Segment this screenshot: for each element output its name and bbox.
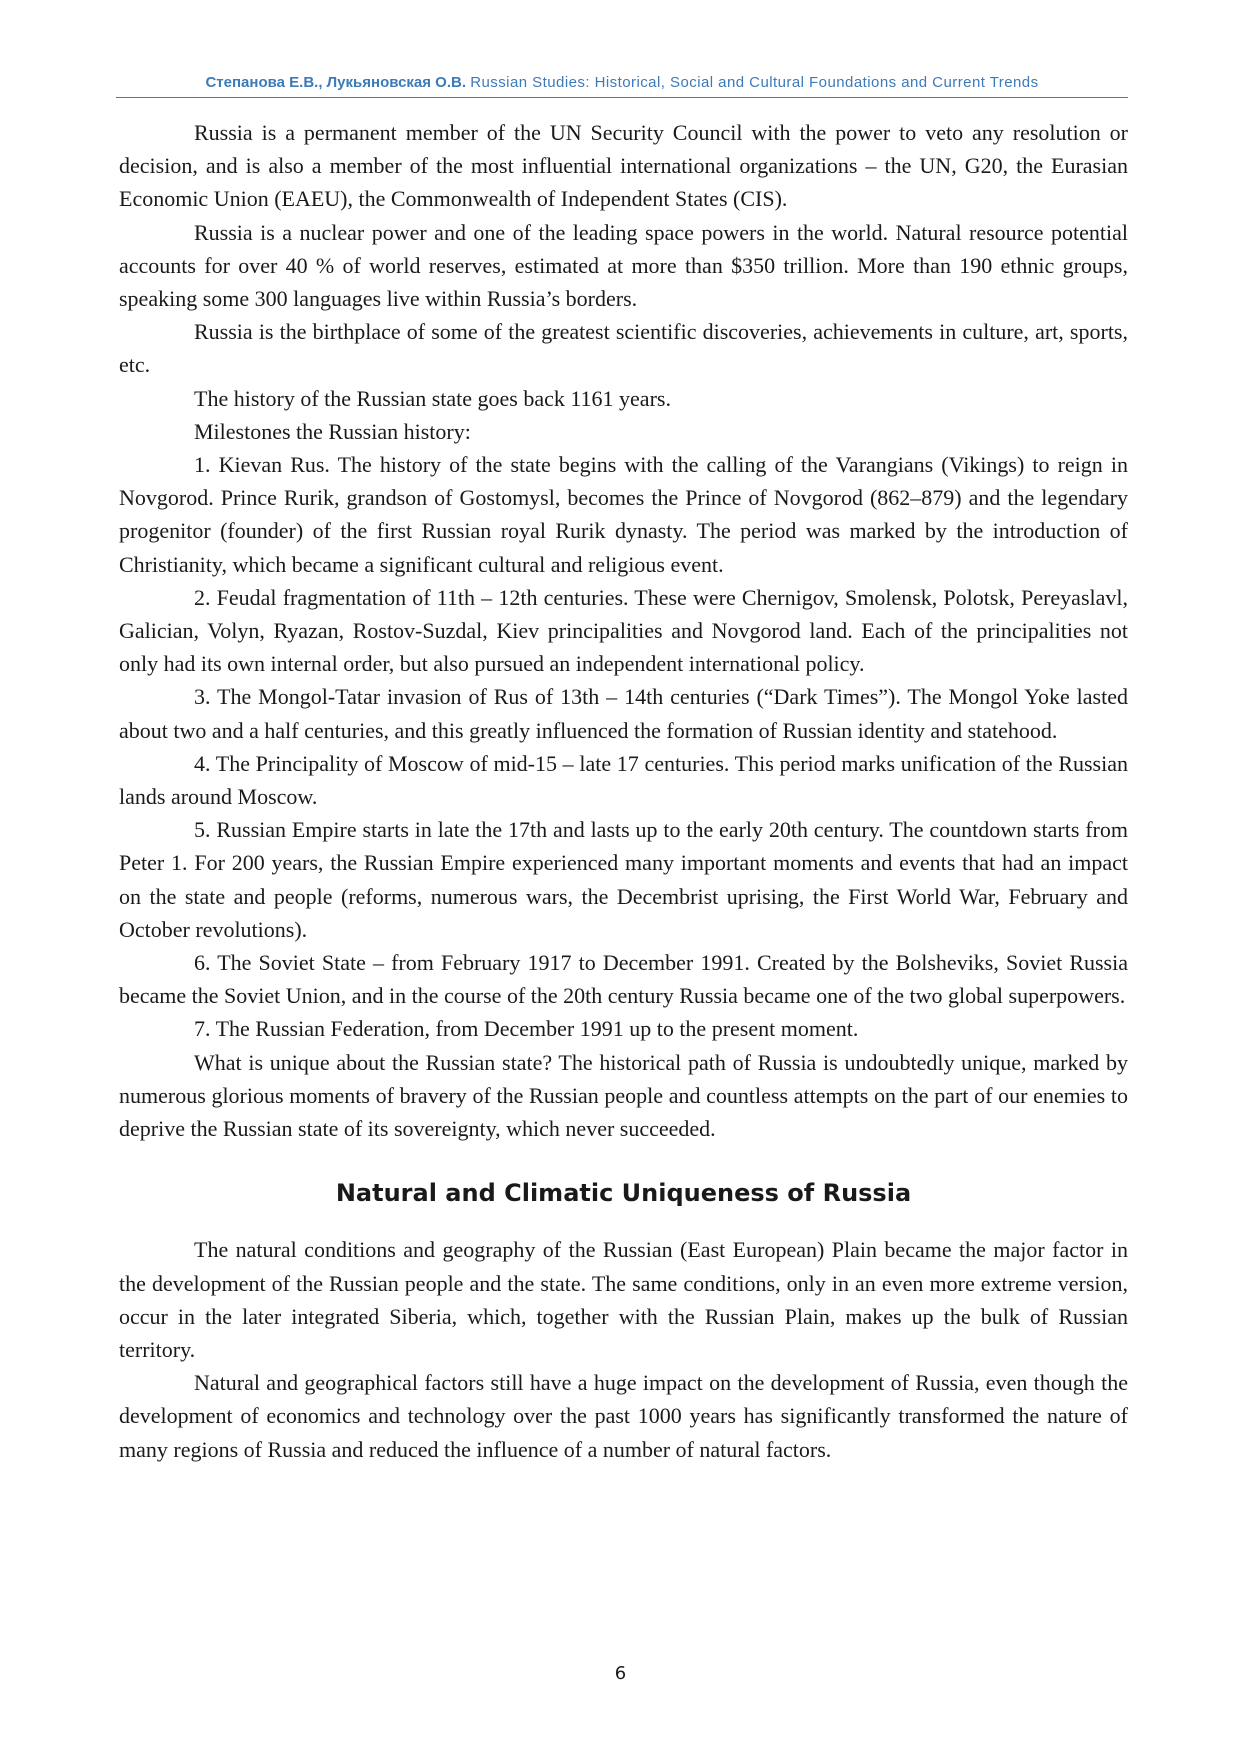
paragraph-birthplace: Russia is the birthplace of some of the greatest scientific discoveries, achievements in culture, art, sports, etc. bbox=[119, 319, 1128, 378]
page-number: 6 bbox=[614, 1663, 627, 1684]
milestone-soviet-state: 6. The Soviet State – from February 1917 to December 1991. Created by the Bolsheviks, Soviet Russia became the Soviet Union, and in the course of the 20th century Russia became one of the two global superpowers. bbox=[119, 950, 1128, 1009]
paragraph-uniqueness: What is unique about the Russian state? The historical path of Russia is undoubtedly unique, marked by numerous glorious moments of bravery of the Russian people and countless attempts on the part of our enemies to deprive the Russian state of its sovereignty, which never succeeded. bbox=[119, 1049, 1128, 1142]
milestone-russian-empire: 5. Russian Empire starts in late the 17th and lasts up to the early 20th century. The countdown starts from Peter 1. For 200 years, the Russian Empire experienced many important moments and events that had an impact on the state and people (reforms, numerous wars, the Decembrist uprising, the First World War, February and October revolutions). bbox=[119, 817, 1128, 942]
paragraph-history-age: The history of the Russian state goes back 1161 years. bbox=[194, 385, 671, 411]
milestone-feudal-fragmentation: 2. Feudal fragmentation of 11th – 12th centuries. These were Chernigov, Smolensk, Polotsk, Pereyaslavl, Galician, Volyn, Ryazan, Rostov-Suzdal, Kiev principalities and Novgorod land. Each of the principalities not only had its own internal order, but also pursued an independent international policy. bbox=[119, 584, 1128, 677]
body-text bbox=[119, 116, 1128, 1466]
header-authors: Степанова Е.В., Лукьяновская О.В. bbox=[205, 74, 467, 91]
header-divider bbox=[116, 97, 1128, 98]
paragraph-geographical-factors: Natural and geographical factors still have a huge impact on the development of Russia, even though the development of economics and technology over the past 1000 years has significantly transformed the nature of many regions of Russia and reduced the influence of a number of natural factors. bbox=[119, 1370, 1128, 1462]
paragraph-un-membership: Russia is a permanent member of the UN Security Council with the power to veto any resolution or decision, and is also a member of the most influential international organizations – the UN, G20, the Eurasian Economic Union (EAEU), the Commonwealth of Independent States (CIS). bbox=[119, 120, 1128, 212]
paragraph-nuclear-power: Russia is a nuclear power and one of the leading space powers in the world. Natural resource potential accounts for over 40 % of world reserves, estimated at more than $350 trillion. More than 190 ethnic groups, speaking some 300 languages live within Russia’s borders. bbox=[119, 219, 1128, 312]
milestone-russian-federation: 7. The Russian Federation, from December 1991 up to the present moment. bbox=[194, 1016, 859, 1042]
section-heading: Natural and Climatic Uniqueness of Russia bbox=[335, 1179, 912, 1208]
paragraph-natural-conditions: The natural conditions and geography of the Russian (East European) Plain became the major factor in the development of the Russian people and the state. The same conditions, only in an even more extreme version, occur in the later integrated Siberia, which, together with the Russian Plain, makes up the bulk of Russian territory. bbox=[119, 1237, 1128, 1362]
milestone-principality-of-moscow: 4. The Principality of Moscow of mid-15 – late 17 centuries. This period marks unification of the Russian lands around Moscow. bbox=[119, 750, 1128, 810]
milestone-kievan-rus: 1. Kievan Rus. The history of the state begins with the calling of the Varangians (Vikings) to reign in Novgorod. Prince Rurik, grandson of Gostomysl, becomes the Prince of Novgorod (862–879) and the legendary progenitor (founder) of the first Russian royal Rurik dynasty. The period was marked by the introduction of Christianity, which became a significant cultural and religious event. bbox=[119, 452, 1128, 577]
milestone-mongol-tatar-invasion: 3. The Mongol-Tatar invasion of Rus of 13th – 14th centuries (“Dark Times”). The Mongol Yoke lasted about two and a half centuries, and this greatly influenced the formation of Russian identity and statehood. bbox=[119, 684, 1128, 743]
running-header bbox=[116, 73, 1128, 93]
paragraph-milestones-intro: Milestones the Russian history: bbox=[194, 418, 471, 444]
header-series-title: Russian Studies: Historical, Social and Cultural Foundations and Current Trends bbox=[470, 74, 1039, 91]
